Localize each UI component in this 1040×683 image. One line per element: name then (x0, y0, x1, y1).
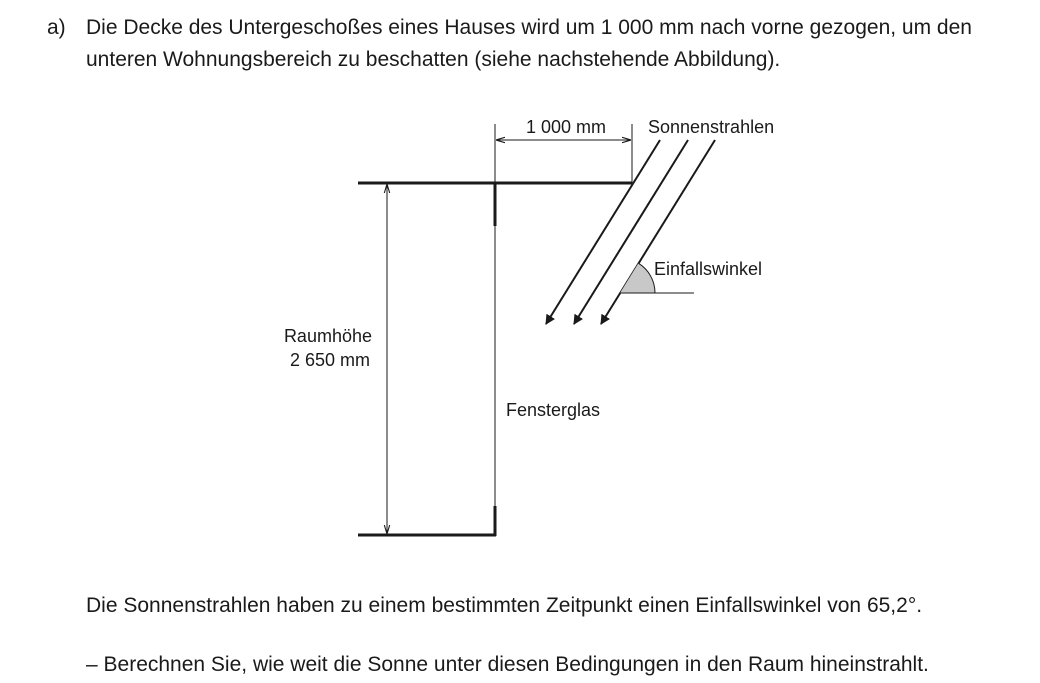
sun-rays-label: Sonnenstrahlen (648, 117, 775, 137)
angle-wedge (620, 263, 655, 293)
sun-ray-2 (574, 140, 688, 324)
room-height-label: Raumhöhe (283, 326, 372, 346)
room-height-value: 2 650 mm (289, 350, 370, 370)
task-intro: Die Decke des Untergeschoßes eines Hauses wird um 1 000 mm nach vorne gezogen, um den unteren Wohnungsbereich zu beschatten (siehe nachstehende Abbildung). (86, 16, 972, 71)
sun-ray-3 (601, 140, 715, 324)
task-question: – Berechnen Sie, wie weit die Sonne unter diesen Bedingungen in den Raum hineinstrahlt. (86, 653, 929, 676)
overhang-label: 1 000 mm (525, 117, 607, 137)
task-label: a) (47, 16, 66, 39)
task-statement: Die Sonnenstrahlen haben zu einem bestimmten Zeitpunkt einen Einfallswinkel von 65,2°. (86, 594, 923, 617)
angle-label: Einfallswinkel (654, 259, 763, 279)
sun-ray-1 (546, 140, 660, 324)
glass-label: Fensterglas (506, 400, 601, 420)
